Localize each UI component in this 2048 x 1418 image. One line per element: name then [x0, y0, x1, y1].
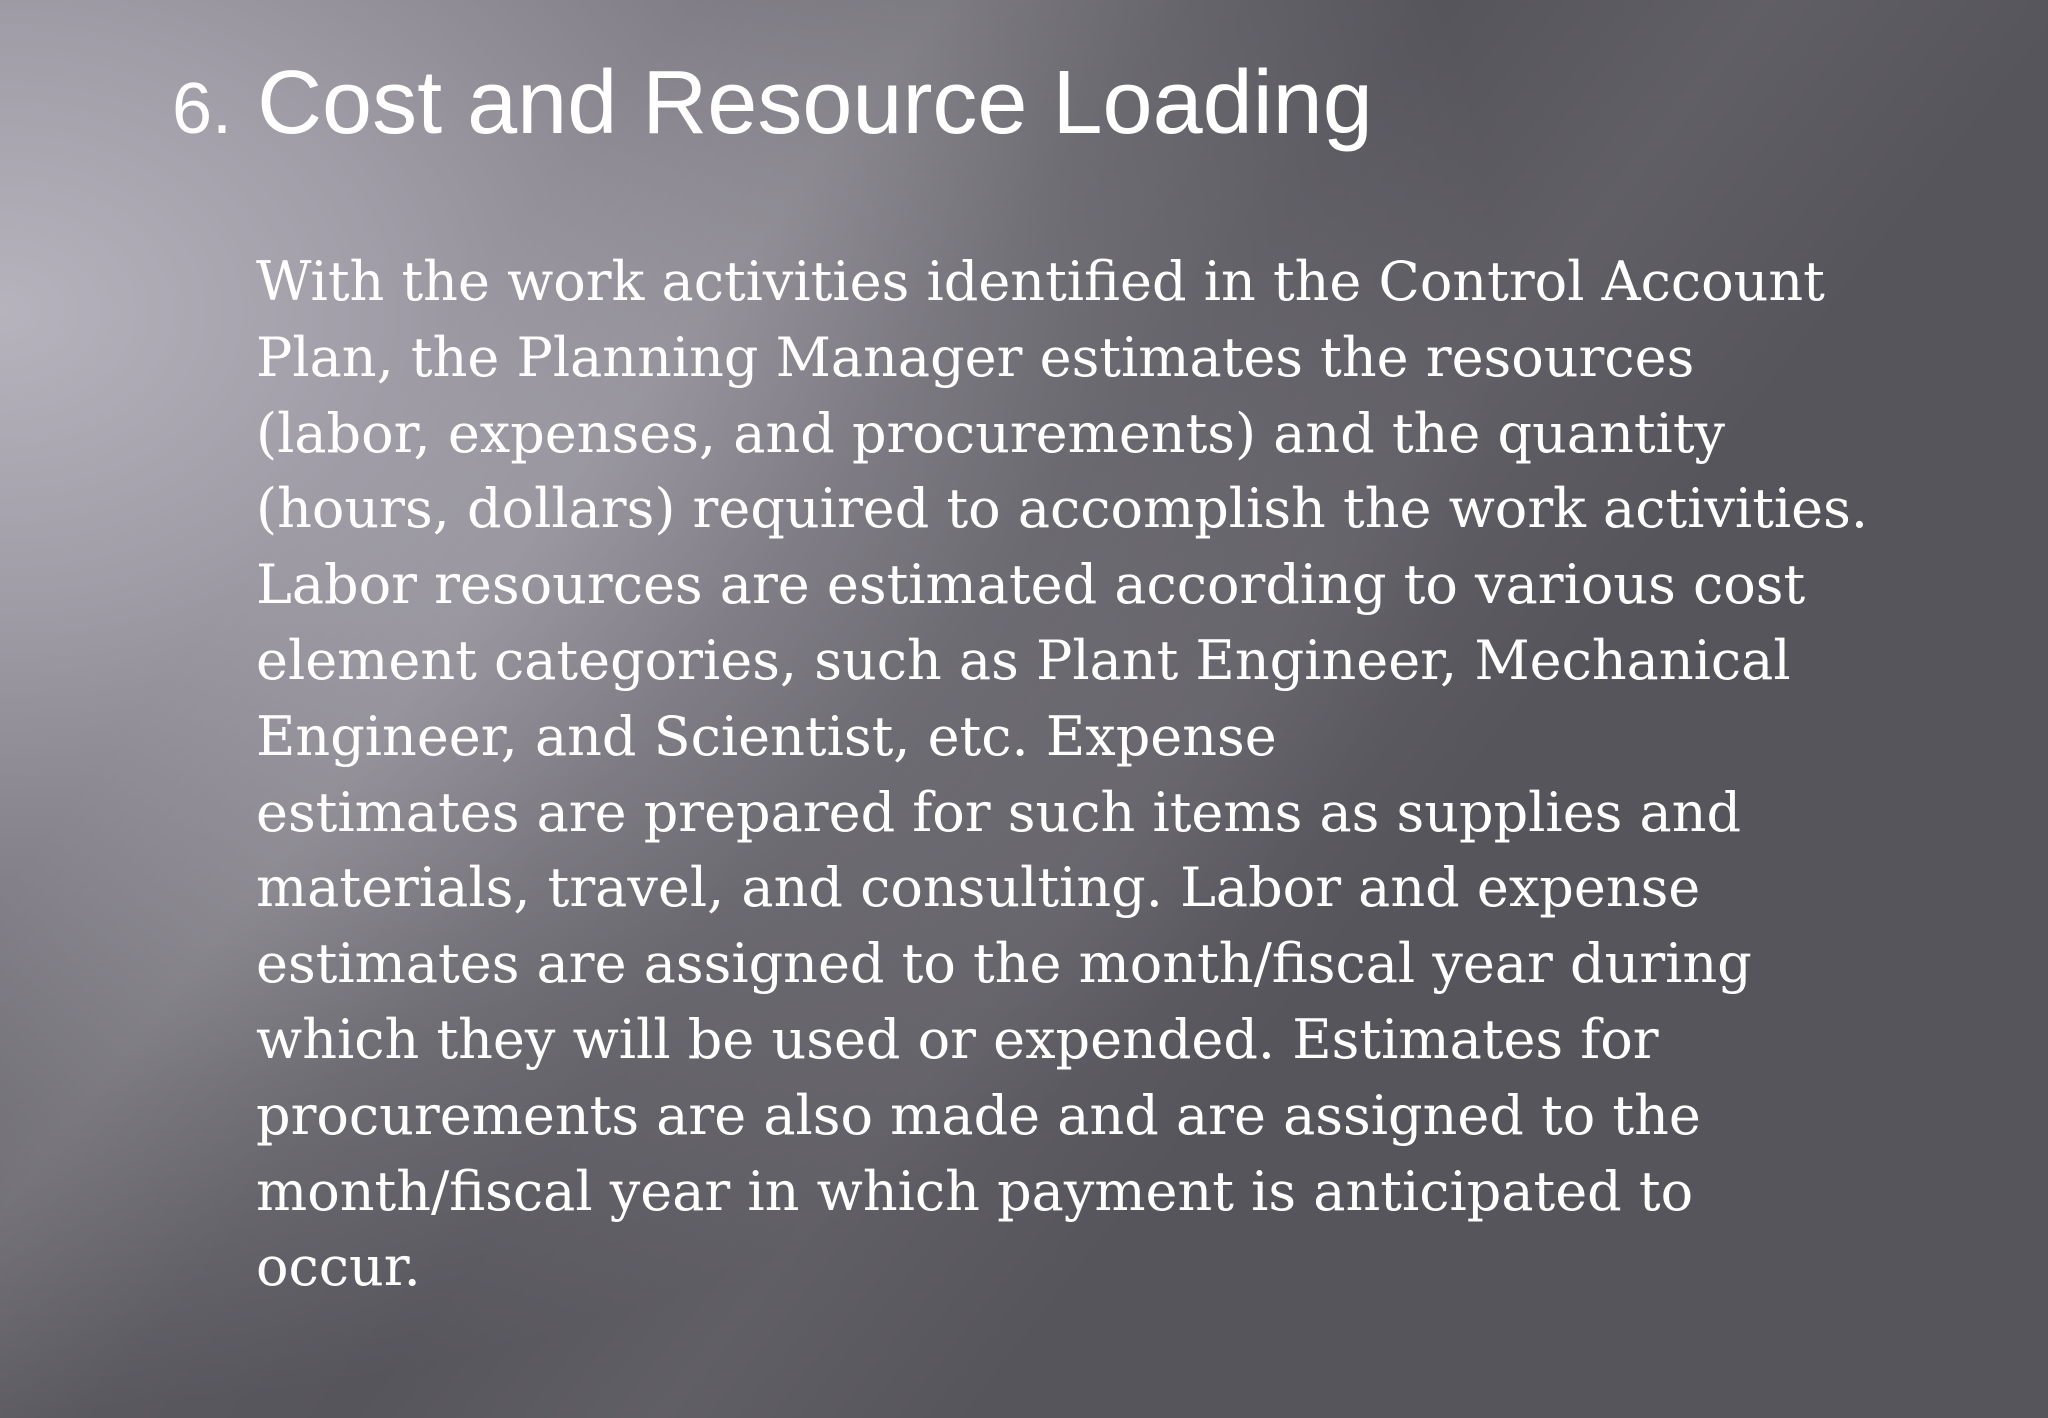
body-line: Plan, the Planning Manager estimates the resources — [256, 325, 1695, 389]
body-line: procurements are also made and are assigned to the — [256, 1083, 1701, 1147]
body-line: estimates are prepared for such items as supplies and — [256, 780, 1742, 844]
body-line: With the work activities identified in the Control Account — [256, 250, 1825, 313]
slide-body — [256, 244, 1996, 1305]
body-line: month/fiscal year in which payment is anticipated to — [256, 1159, 1694, 1223]
title-text: Cost and Resource Loading — [257, 53, 1373, 153]
slide-title — [172, 48, 1373, 164]
body-line: materials, travel, and consulting. Labor and expense — [256, 856, 1701, 920]
body-line: element categories, such as Plant Engineer, Mechanical — [256, 628, 1791, 692]
body-line: estimates are assigned to the month/fiscal year during — [256, 932, 1752, 996]
title-number: 6. — [172, 69, 233, 149]
body-line: (hours, dollars) required to accomplish the work activities. — [256, 477, 1869, 541]
body-line: occur. — [256, 1235, 421, 1299]
body-line: (labor, expenses, and procurements) and the quantity — [256, 401, 1726, 465]
body-line: which they will be used or expended. Estimates for — [256, 1007, 1659, 1071]
body-line: Engineer, and Scientist, etc. Expense — [256, 704, 1277, 768]
body-line: Labor resources are estimated according to various cost — [256, 553, 1806, 617]
